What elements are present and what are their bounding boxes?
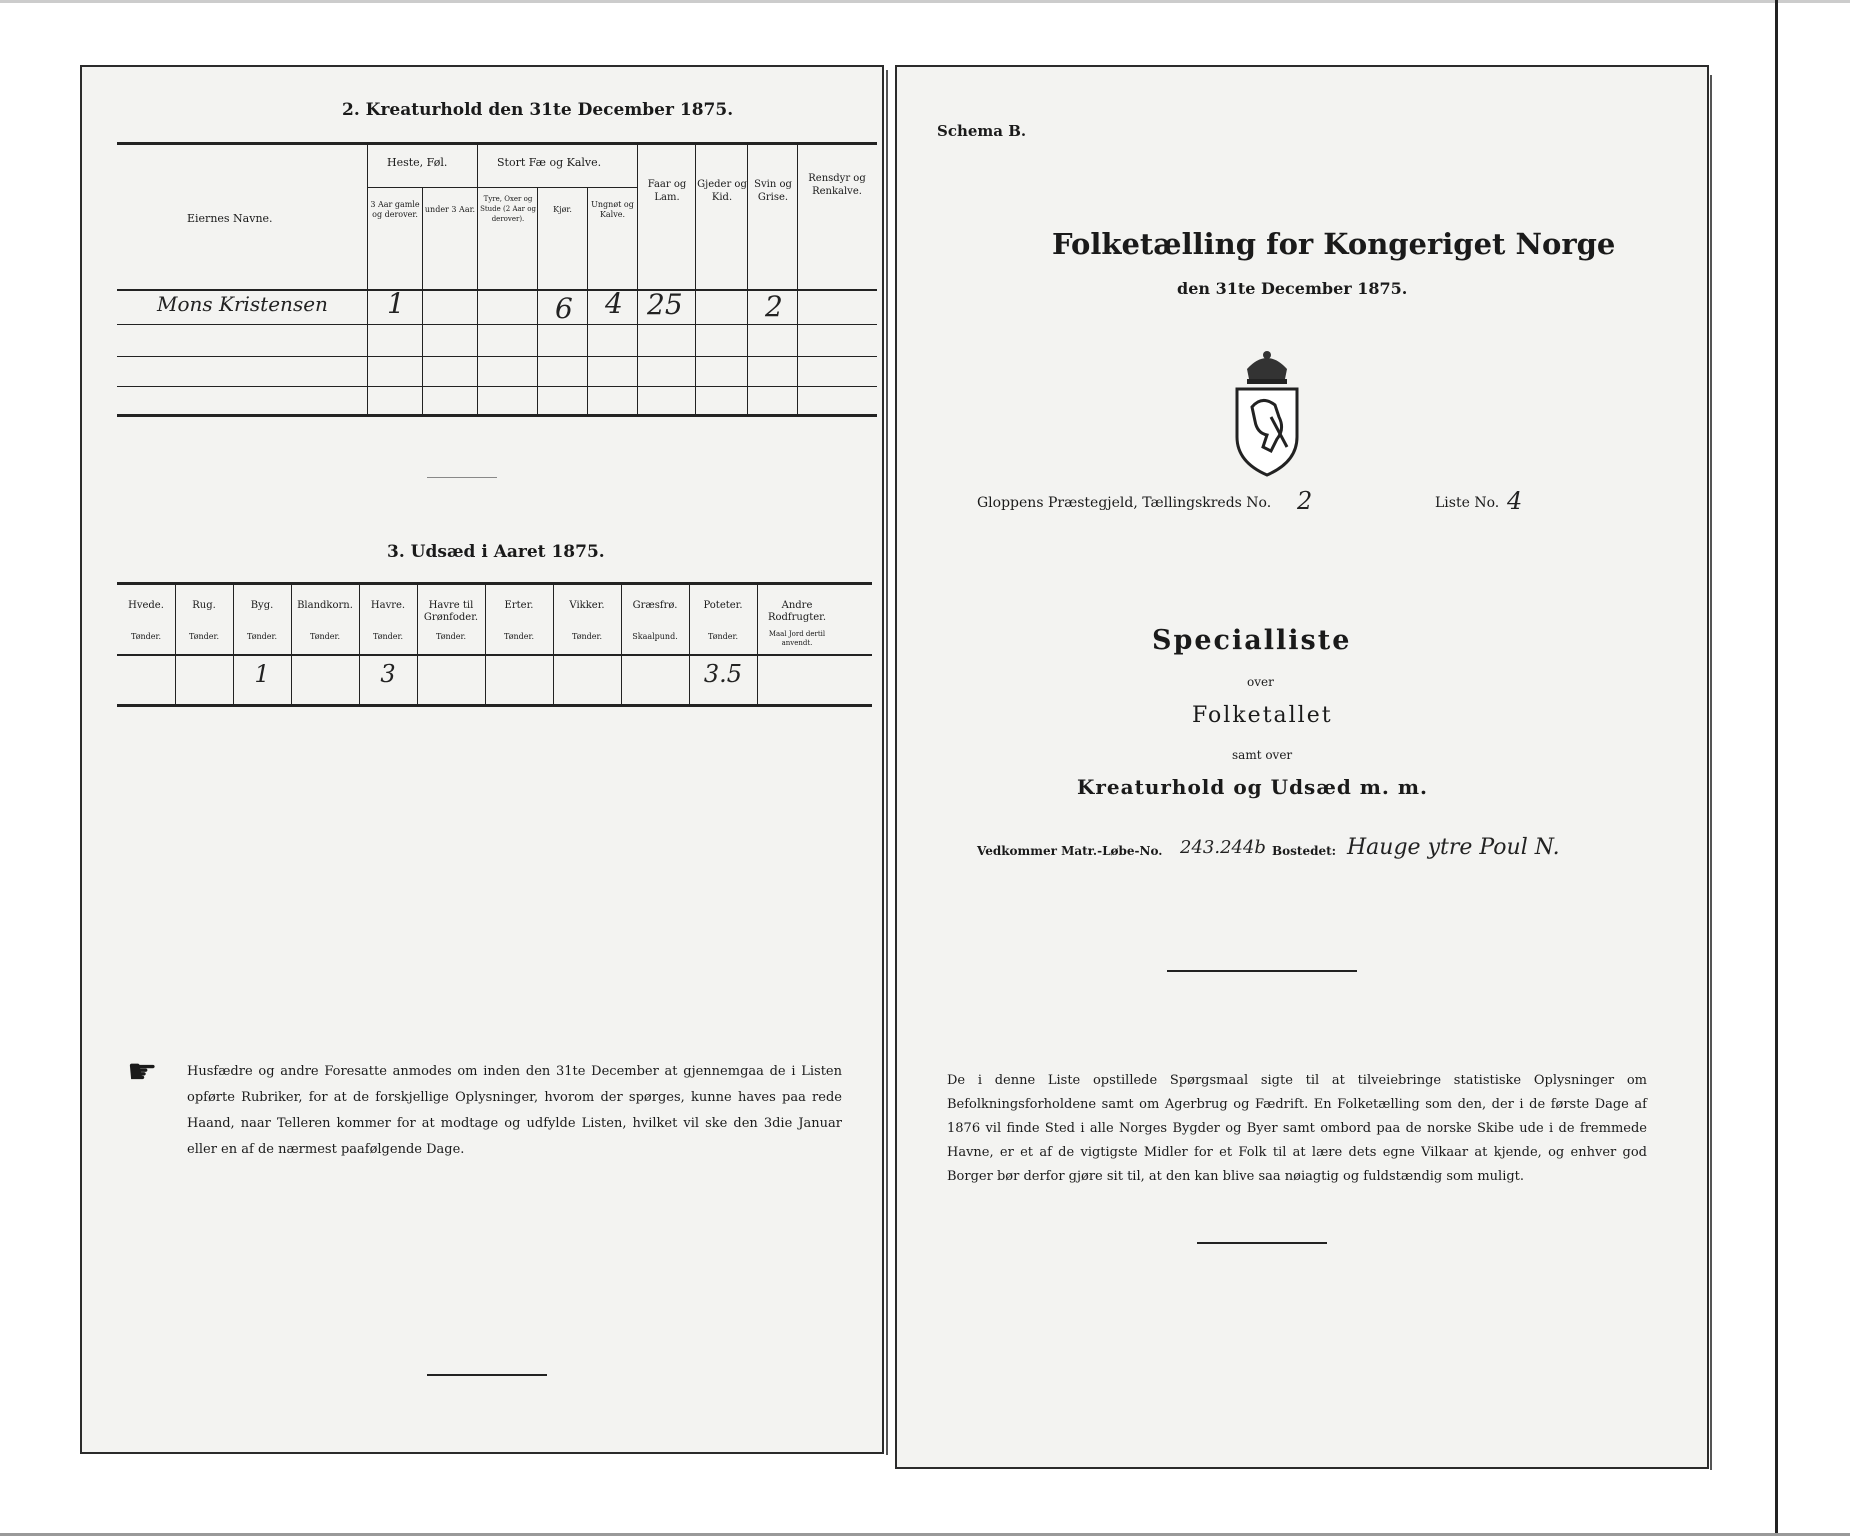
col-line (553, 582, 554, 704)
seed-table (117, 582, 872, 707)
samt-over-label: samt over (1232, 748, 1293, 762)
seed-header: Andre Rodfrugter. (767, 600, 827, 623)
seed-header: Græsfrø. (632, 600, 678, 611)
header-cattle-c: Ungnøt og Kalve. (591, 200, 634, 219)
col-line (637, 142, 638, 414)
seed-unit: Tønder. (571, 632, 603, 641)
cell-cattle-c: 4 (605, 287, 623, 320)
header-horses-b: under 3 Aar. (424, 205, 476, 214)
liste-label: Liste No. (1435, 495, 1500, 511)
col-line (747, 142, 748, 414)
col-line (477, 142, 478, 414)
seed-header: Byg. (250, 600, 274, 611)
matr-number: 243.244b (1180, 837, 1266, 858)
livestock-table (117, 142, 877, 417)
over-label: over (1247, 675, 1274, 689)
col-line (485, 582, 486, 704)
norwegian-coat-of-arms-icon (1227, 347, 1307, 477)
header-pigs: Svin og Grise. (754, 179, 792, 203)
table-header-rule (117, 289, 877, 291)
seed-header: Erter. (504, 600, 534, 611)
seed-header: Rug. (192, 600, 216, 611)
section2-title: 2. Kreaturhold den 31te December 1875. (342, 100, 734, 120)
seed-unit: Tønder. (130, 632, 162, 641)
divider (427, 477, 497, 478)
col-line (359, 582, 360, 704)
schema-label: Schema B. (937, 122, 1027, 140)
col-line (417, 582, 418, 704)
seed-unit: Tønder. (707, 632, 739, 641)
seed-unit: Tønder. (188, 632, 220, 641)
header-reindeer: Rensdyr og Renkalve. (808, 173, 866, 197)
row-line (117, 386, 877, 387)
col-line (797, 142, 798, 414)
kreaturhold-heading: Kreaturhold og Udsæd m. m. (1077, 775, 1428, 799)
specialliste-heading: Specialliste (1152, 625, 1352, 656)
col-line (367, 142, 368, 414)
header-cattle: Stort Fæ og Kalve. (497, 156, 602, 169)
right-page (895, 65, 1709, 1469)
header-goats: Gjeder og Kid. (697, 179, 747, 203)
left-page (80, 65, 884, 1454)
header-owner: Eiernes Navne. (187, 212, 273, 225)
divider (1197, 1242, 1327, 1244)
seed-value: 3.5 (703, 660, 743, 688)
seed-header: Vikker. (569, 600, 605, 611)
table-bottom-rule (117, 704, 872, 707)
seed-value: 1 (254, 660, 270, 688)
pointing-hand-icon: ☛ (127, 1052, 158, 1092)
bosted-value: Hauge ytre Poul N. (1347, 835, 1560, 860)
row-line (117, 356, 877, 357)
seed-unit: Tønder. (503, 632, 535, 641)
subheader-line (367, 187, 637, 188)
header-sheep: Faar og Lam. (647, 179, 687, 203)
seed-header: Poteter. (703, 600, 743, 611)
table-top-rule (117, 142, 877, 145)
matr-label: Vedkommer Matr.-Løbe-No. (977, 844, 1163, 858)
prestegjeld-label: Gloppens Præstegjeld, Tællingskreds No. (977, 495, 1272, 511)
table-header-rule (117, 654, 872, 656)
cell-owner: Mons Kristensen (157, 292, 328, 316)
seed-value: 3 (380, 660, 396, 688)
kreds-number: 2 (1297, 487, 1313, 515)
seed-unit: Maal Jord dertil anvendt. (768, 630, 826, 647)
header-cattle-a: Tyre, Oxer og Stude (2 Aar og derover). (480, 195, 536, 223)
intro-text: De i denne Liste opstillede Spørgsmaal sigte til at tilveiebringe statistiske Oplysninger om Befolkningsforholdene samt om Agerbrug og Fædrift. En Folketælling som den, der i de første Dage af 1876 vil finde Sted i alle Norges Bygder og Byer samt ombord paa de norske Skibe ude i de fremmede Havne, er et af de vigtigste Midler for et Folk til at lære dets egne Vilkaar at kjende, og enhver god Borger bør derfor gjøre sit til, at den kan blive saa nøiagtig og fuldstændig som muligt. (947, 1073, 1647, 1184)
seed-unit: Tønder. (246, 632, 278, 641)
left-page-edge (886, 70, 888, 1455)
col-line (757, 582, 758, 704)
col-line (233, 582, 234, 704)
seed-header: Havre til Grønfoder. (423, 600, 479, 623)
col-line (537, 187, 538, 414)
seed-unit: Tønder. (309, 632, 341, 641)
col-line (621, 582, 622, 704)
seed-unit: Skaalpund. (632, 632, 678, 641)
divider (427, 1374, 547, 1376)
col-line (291, 582, 292, 704)
scan-border-top (0, 0, 1850, 3)
seed-unit: Tønder. (435, 632, 467, 641)
seed-header: Blandkorn. (297, 600, 353, 611)
divider (1167, 970, 1357, 972)
col-line (587, 187, 588, 414)
seed-unit: Tønder. (372, 632, 404, 641)
table-bottom-rule (117, 414, 877, 417)
col-line (689, 582, 690, 704)
subtitle: den 31te December 1875. (1177, 279, 1408, 298)
col-line (422, 187, 423, 414)
right-page-edge (1710, 75, 1712, 1470)
header-horses: Heste, Føl. (387, 156, 448, 169)
bosted-label: Bostedet: (1272, 844, 1337, 858)
header-horses-a: 3 Aar gamle og derover. (370, 200, 420, 219)
table-top-rule (117, 582, 872, 585)
main-title: Folketælling for Kongeriget Norge (1052, 227, 1616, 261)
col-line (695, 142, 696, 414)
row-line (117, 324, 877, 325)
seed-header: Havre. (370, 600, 406, 611)
cell-sheep: 25 (647, 288, 683, 321)
cell-pigs: 2 (765, 290, 783, 323)
cell-horses-a: 1 (387, 287, 405, 320)
scan-border-right (1775, 0, 1778, 1536)
col-line (175, 582, 176, 704)
header-cattle-b: Kjør. (553, 205, 572, 214)
folketallet-heading: Folketallet (1192, 703, 1333, 728)
section3-title: 3. Udsæd i Aaret 1875. (387, 542, 605, 562)
liste-number: 4 (1507, 487, 1523, 515)
notice-text: Husfædre og andre Foresatte anmodes om inden den 31te December at gjennemgaa de i Listen opførte Rubriker, for at de forskjellige Oplysninger, hvorom der spørges, kunne haves paa rede Haand, naar Telleren kommer for at modtage og udfylde Listen, hvilket vil ske den 3die Januar eller en af de nærmest paafølgende Dage. (187, 1064, 842, 1157)
cell-cattle-b: 6 (555, 292, 573, 325)
seed-header: Hvede. (128, 600, 164, 611)
